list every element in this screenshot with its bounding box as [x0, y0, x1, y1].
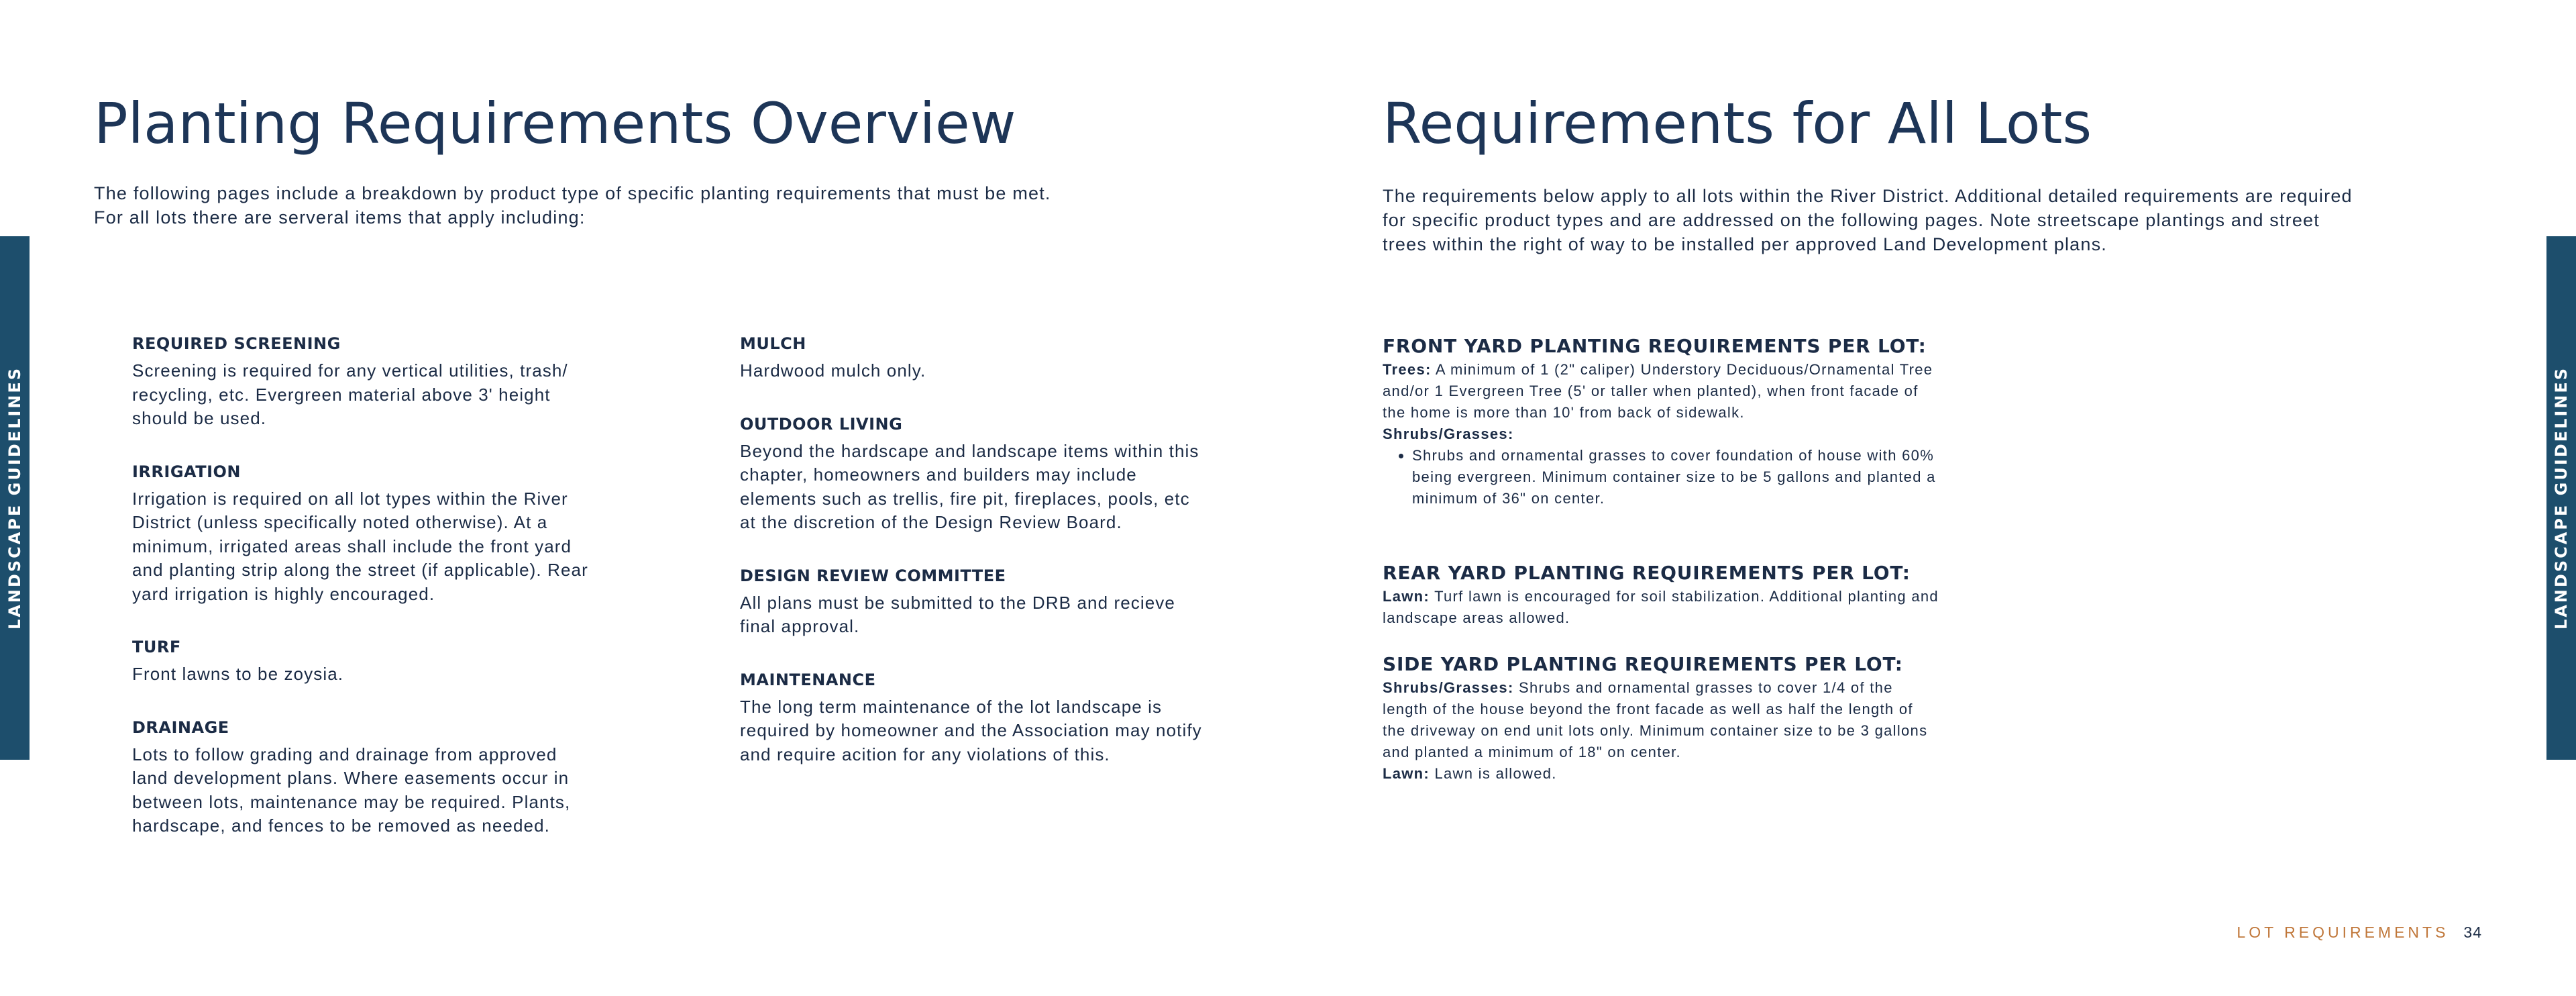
section-heading: MAINTENANCE	[740, 670, 876, 689]
side-tab-left	[0, 236, 30, 760]
requirements-column-1	[132, 334, 595, 870]
section-irrigation	[132, 462, 595, 607]
intro-left	[94, 181, 1301, 230]
section-drainage	[132, 718, 595, 838]
lot-requirements	[1383, 334, 1939, 785]
rear-yard-requirements	[1383, 560, 1939, 629]
lawn-label: Lawn:	[1383, 765, 1430, 782]
lawn-text: Turf lawn is encouraged for soil stabilization. Additional planting and landscape areas allowed.	[1383, 588, 1939, 626]
shrubs-label: Shrubs/Grasses:	[1383, 426, 1514, 442]
section-heading: TURF	[132, 638, 181, 656]
trees-label: Trees:	[1383, 361, 1432, 378]
page-footer	[2237, 924, 2482, 942]
page-title-right: Requirements for All Lots	[1383, 91, 2092, 156]
section-heading: DRAINAGE	[132, 717, 229, 737]
section-text: All plans must be submitted to the DRB and recieve final approval.	[740, 592, 1175, 636]
section-heading: REQUIRED SCREENING	[132, 334, 341, 353]
footer-section-label: LOT REQUIREMENTS	[2237, 924, 2449, 941]
page-number: 34	[2463, 924, 2482, 941]
side-tab-label: LANDSCAPE GUIDELINES	[5, 366, 25, 630]
section-design-review-committee	[740, 566, 1203, 639]
front-yard-requirements	[1383, 334, 1939, 509]
section-text: The long term maintenance of the lot landscape is required by homeowner and the Association may notify and require acition for any violations of this.	[740, 696, 1202, 764]
side-yard-requirements	[1383, 652, 1939, 785]
intro-right: The requirements below apply to all lots within the River District. Additional detailed requirements are required for specific product types and are addressed on the following pages. Note streetscape plantings and street trees within the right of way to be installed per approved Land Development plans.	[1383, 186, 2353, 254]
section-required-screening	[132, 334, 595, 431]
front-yard-heading: FRONT YARD PLANTING REQUIREMENTS PER LOT:	[1383, 335, 1927, 357]
trees-text: A minimum of 1 (2" caliper) Understory Deciduous/Ornamental Tree and/or 1 Evergreen Tree (5' or taller when planted), when front facade of the home is more than 10' from back of sidewalk.	[1383, 361, 1933, 421]
side-yard-lawn	[1383, 763, 1939, 785]
section-text: Lots to follow grading and drainage from approved land development plans. Where easements occur in between lots, maintenance may be required. Plants, hardscape, and fences to be removed as needed.	[132, 744, 571, 836]
section-heading: DESIGN REVIEW COMMITTEE	[740, 566, 1006, 585]
section-text: Screening is required for any vertical utilities, trash/ recycling, etc. Evergreen material above 3' height should be used.	[132, 360, 568, 428]
section-outdoor-living	[740, 415, 1203, 535]
section-text: Hardwood mulch only.	[740, 360, 926, 381]
section-mulch	[740, 334, 1203, 383]
rear-yard-lawn	[1383, 586, 1939, 629]
lawn-label: Lawn:	[1383, 588, 1430, 605]
front-yard-shrubs	[1383, 424, 1939, 445]
list-item: • Shrubs and ornamental grasses to cover foundation of house with 60% being evergreen. Minimum container size to be 5 gallons and planted a minimum of 36" on center.	[1412, 445, 1939, 509]
lawn-text: Lawn is allowed.	[1430, 765, 1557, 782]
side-yard-shrubs	[1383, 677, 1939, 763]
section-text: Beyond the hardscape and landscape items within this chapter, homeowners and builders may include elements such as trellis, fire pit, fireplaces, pools, etc at the discretion of the Design Review Board.	[740, 440, 1199, 532]
section-text: Irrigation is required on all lot types within the River District (unless specifically noted otherwise). At a minimum, irrigated areas shall include the front yard and planting strip along the street (if applicable). Rear yard irrigation is highly encouraged.	[132, 488, 588, 604]
section-text: Front lawns to be zoysia.	[132, 664, 344, 684]
intro-left-line2: For all lots there are serveral items that apply including:	[94, 207, 586, 228]
section-maintenance	[740, 670, 1203, 767]
front-yard-trees	[1383, 359, 1939, 424]
requirements-column-2	[740, 334, 1203, 798]
page-title-left: Planting Requirements Overview	[94, 91, 1016, 156]
section-heading: IRRIGATION	[132, 462, 241, 481]
shrubs-text: Shrubs and ornamental grasses to cover 1/4 of the length of the house beyond the front facade as well as half the length of the driveway on end unit lots only. Minimum container size to be 3 gallons and planted a minimum of 18" on center.	[1383, 679, 1928, 760]
section-heading: OUTDOOR LIVING	[740, 414, 903, 434]
side-yard-heading: SIDE YARD PLANTING REQUIREMENTS PER LOT:	[1383, 653, 1903, 675]
front-yard-list	[1383, 445, 1939, 509]
intro-left-line1: The following pages include a breakdown by product type of specific planting requirements that must be met.	[94, 183, 1051, 203]
section-turf	[132, 638, 595, 687]
side-tab-right	[2546, 236, 2576, 760]
side-tab-label: LANDSCAPE GUIDELINES	[2552, 366, 2571, 630]
section-heading: MULCH	[740, 334, 806, 353]
rear-yard-heading: REAR YARD PLANTING REQUIREMENTS PER LOT:	[1383, 562, 1911, 584]
shrubs-label: Shrubs/Grasses:	[1383, 679, 1514, 696]
